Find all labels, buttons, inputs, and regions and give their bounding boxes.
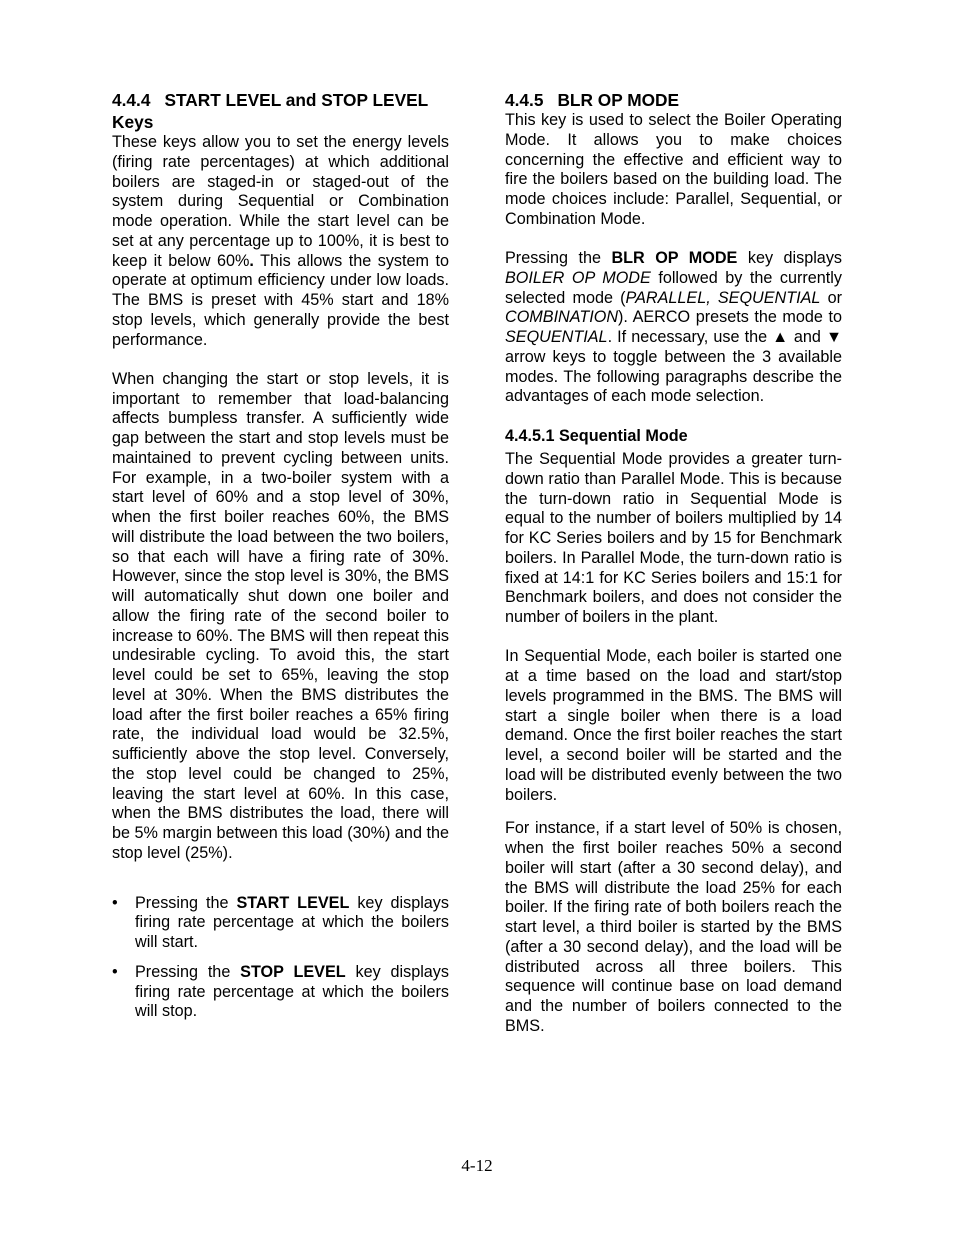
paragraph-text: ). AERCO presets the mode to: [618, 308, 842, 327]
paragraph-text: Pressing the: [505, 249, 612, 267]
paragraph-text: or: [820, 288, 842, 307]
key-name: START LEVEL: [236, 893, 350, 912]
paragraph-text: This allows the system to operate at optimum efficiency under low loads. The BMS is preset with 45% start and 18% stop levels, which generally provide the best performance.: [112, 251, 449, 349]
mode-name: COMBINATION: [505, 308, 619, 327]
list-item-text: key displays firing rate percentage at which the boilers will stop.: [135, 962, 449, 1021]
mode-name: PARALLEL, SEQUENTIAL: [625, 288, 821, 307]
bold-period: .: [249, 251, 254, 270]
paragraph-sequential-start: In Sequential Mode, each boiler is started one at a time based on the load and start/stop levels programmed in the BMS. The BMS will start a single boiler when there is a load demand. Once the first boiler reaches the start level, a second boiler will be started and the load will be distributed evenly between the two boilers.: [505, 647, 842, 804]
paragraph-energy-levels: [112, 133, 449, 350]
bullet-icon: •: [112, 893, 118, 912]
subsection-heading-sequential-mode: 4.4.5.1 Sequential Mode: [505, 427, 688, 445]
section-number: 4.4.5: [505, 90, 544, 110]
section-number: 4.4.4: [112, 90, 151, 110]
paragraph-text: . If necessary, use the ▲ and ▼ arrow keys to toggle between the 3 available modes. The following paragraphs describe the advantages of each mode selection.: [505, 328, 842, 406]
list-item: [112, 894, 449, 953]
page-number: 4-12: [461, 1156, 493, 1175]
key-name: STOP LEVEL: [240, 962, 346, 981]
mode-name: SEQUENTIAL: [505, 328, 608, 346]
paragraph-sequential-example: For instance, if a start level of 50% is chosen, when the first boiler reaches 50% a second boiler will start (after a 30 second delay), and the BMS will distribute the load 25% for each boiler. If the firing rate of both boilers reach the start level, a third boiler is started by the BMS (after a 30 second delay), and the load will be distributed across all three boilers. This sequence will continue base on load demand and the number of boilers connected to the BMS.: [505, 819, 842, 1035]
paragraph-blr-op-mode-intro: This key is used to select the Boiler Operating Mode. It allows you to make choices concerning the effective and efficient way to fire the boilers based on the building load. The mode choices include: Parallel, Sequential, or Combination Mode.: [505, 111, 842, 228]
display-text: BOILER OP MODE: [505, 268, 651, 287]
key-name: BLR OP MODE: [611, 249, 738, 267]
section-title: START LEVEL and STOP LEVEL Keys: [112, 90, 428, 132]
paragraph-text: These keys allow you to set the energy levels (firing rate percentages) at which additional boilers are staged-in or staged-out of the system during Sequential or Combination mode operation. While the start level can be set at any percentage up to 100%, it is best to keep it below 60%: [112, 133, 449, 270]
list-item-text: key displays firing rate percentage at which the boilers will start.: [135, 893, 449, 951]
left-column: [112, 89, 449, 1022]
section-heading-blr-op-mode: [505, 89, 842, 111]
bullet-icon: •: [112, 962, 118, 981]
key-bullet-list: [112, 894, 449, 1023]
list-item: [112, 963, 449, 1022]
section-title: BLR OP MODE: [557, 90, 680, 110]
right-column: [505, 89, 842, 1037]
paragraph-blr-op-mode-display: [505, 249, 842, 407]
section-heading-start-stop-level: [112, 89, 449, 133]
list-item-text: Pressing the: [135, 893, 237, 912]
paragraph-load-balancing: When changing the start or stop levels, it is important to remember that load-balancing affects bumpless transfer. A sufficiently wide gap between the start and stop levels must be maintained to prevent cycling between units. For example, in a two-boiler system with a start level of 60% and a stop level of 30%, when the first boiler reaches 60%, the BMS will distribute the load between the two boilers, so that each will have a firing rate of 30%. However, since the stop level is 30%, the BMS will automatically shut down one boiler and allow the firing rate of the second boiler to increase to 60%. The BMS will then repeat this undesirable cycling. To avoid this, the start level could be set to 65%, leaving the stop level at 30%. When the BMS distributes the load after the first boiler reaches a 65% firing rate, the individual load would be 32.5%, sufficiently above the stop level. Conversely, the stop level could be changed to 25%, leaving the start level at 60%. In this case, when the BMS distributes the load, there will be 5% margin between this load (30%) and the stop level (25%).: [112, 369, 449, 862]
list-item-text: Pressing the: [135, 962, 241, 981]
paragraph-sequential-turn-down: The Sequential Mode provides a greater turn-down ratio than Parallel Mode. This is because the turn-down ratio in Sequential Mode is equal to the number of boilers multiplied by 14 for KC Series boilers and by 15 for Benchmark boilers. In Parallel Mode, the turn-down ratio is fixed at 14:1 for KC Series boilers and 15:1 for Benchmark boilers, and does not consider the number of boilers in the plant.: [505, 450, 842, 626]
paragraph-text: followed by the currently selected mode (: [505, 268, 842, 307]
paragraph-text: key displays: [737, 249, 843, 267]
